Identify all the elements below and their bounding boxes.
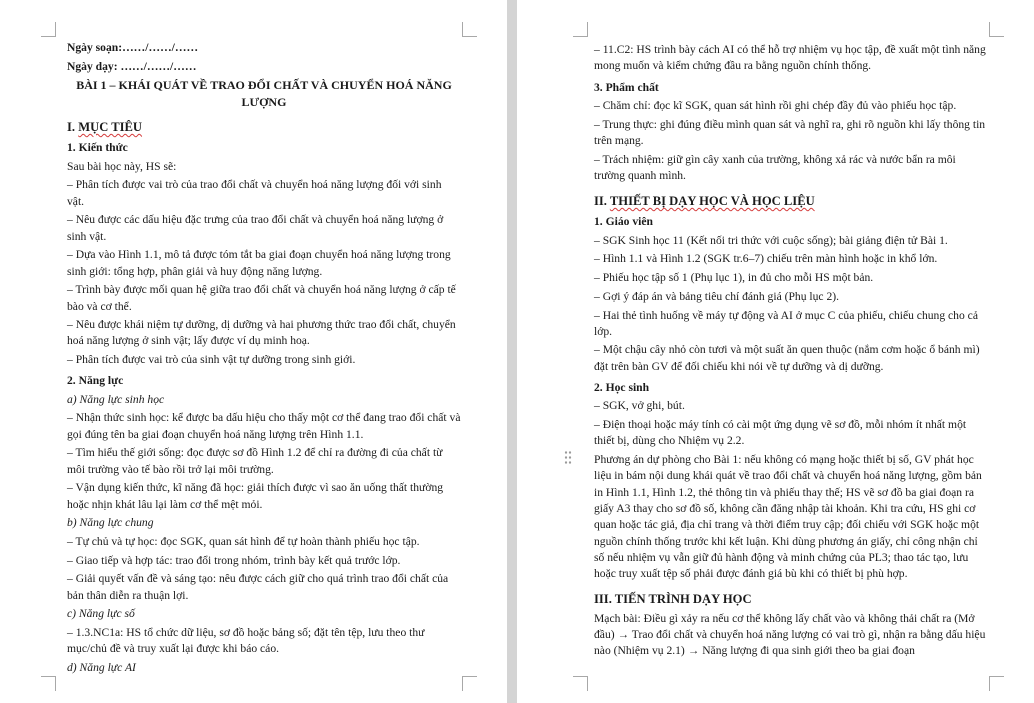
crop-mark	[573, 22, 588, 37]
teacher-item[interactable]: – Một chậu cây nhỏ còn tươi và một suất ăn quen thuộc (nắm cơm hoặc ổ bánh mì) đặt trên bàn GV để đối chiếu khi nói về tự dưỡng và dị dưỡng.	[594, 343, 980, 373]
knowledge-item[interactable]: – Nêu được khái niệm tự dưỡng, dị dưỡng và hai phương thức trao đổi chất, chuyển hoá năng lượng ở sinh vật; lấy được ví dụ minh hoạ.	[67, 318, 456, 348]
qualities-heading[interactable]: 3. Phẩm chất	[594, 80, 659, 94]
left-page-content[interactable]	[67, 40, 461, 679]
backup-plan-paragraph[interactable]: Phương án dự phòng cho Bài 1: nếu không có mạng hoặc thiết bị số, GV phát học liệu in bám nội dung khái quát về trao đổi chất và chuyển hoá năng lượng, gồm bản in Hình 1.1, Hình 1.2, thẻ thông tin và phiếu thay thế; HS vẽ sơ đồ ba giai đoạn ra giấy A3 thay cho sơ đồ số, không cần đăng nhập tài khoản. Khi tra cứu, HS ghi cơ quan hoặc tác giả, địa chỉ trang và thời điểm truy cập; đối chiếu với SGK hoặc một nguồn chính thống trước khi kết luận. Khi dùng phương án giấy, chỉ công nhận chỉ số nếu nhiệm vụ vẫn giữ đủ hành động và minh chứng của PL3; thao tác tạo, lưu hoặc truy xuất tệp số phải được đánh giá bù khi có thiết bị phù hợp.	[594, 453, 982, 581]
section-title: THIẾT BỊ DẠY HỌC VÀ HỌC LIỆU	[609, 194, 815, 209]
lesson-title[interactable]: BÀI 1 – KHÁI QUÁT VỀ TRAO ĐỔI CHẤT VÀ CHUYỂN HOÁ NĂNG LƯỢNG	[76, 78, 452, 109]
crop-mark	[989, 22, 1004, 37]
right-page	[517, 0, 1034, 703]
quality-item[interactable]: – Trung thực: ghi đúng điều mình quan sát và nghĩ ra, ghi rõ nguồn khi lấy thông tin trên mạng.	[594, 117, 986, 147]
bio-competency-heading[interactable]: a) Năng lực sinh học	[67, 392, 165, 406]
student-heading[interactable]: 2. Học sinh	[594, 381, 650, 395]
knowledge-item[interactable]: – Dựa vào Hình 1.1, mô tả được tóm tắt ba giai đoạn chuyển hoá năng lượng trong sinh giới: tổng hợp, phân giải và huy động năng lượng.	[67, 248, 451, 278]
bio-competency-item[interactable]: – Nhận thức sinh học: kể được ba dấu hiệu cho thấy một cơ thể đang trao đổi chất và gọi đúng tên ba giai đoạn chuyển hoá năng lượng trên Hình 1.1.	[67, 411, 461, 441]
teacher-item[interactable]: – Hình 1.1 và Hình 1.2 (SGK tr.6–7) chiếu trên màn hình hoặc in khổ lớn.	[594, 252, 938, 266]
knowledge-item[interactable]: – Nêu được các dấu hiệu đặc trưng của trao đổi chất và chuyển hoá năng lượng ở sinh vật.	[67, 213, 444, 243]
page-gap	[507, 0, 517, 703]
crop-mark	[989, 676, 1004, 691]
bio-competency-item[interactable]: – Vận dụng kiến thức, kĩ năng đã học: giải thích được vì sao ăn uống thất thường hoặc nhịn khát lâu lại làm cơ thể mệt mỏi.	[67, 481, 444, 511]
crop-mark	[573, 676, 588, 691]
ai-competency-heading[interactable]: d) Năng lực AI	[67, 661, 136, 675]
crop-mark	[41, 676, 56, 691]
section-number: I.	[67, 119, 76, 134]
crop-mark	[462, 22, 477, 37]
knowledge-item[interactable]: – Phân tích được vai trò của trao đổi chất và chuyển hoá năng lượng đối với sinh vật.	[67, 178, 442, 208]
general-competency-heading[interactable]: b) Năng lực chung	[67, 516, 154, 530]
crop-mark	[41, 22, 56, 37]
student-item[interactable]: – SGK, vở ghi, bút.	[594, 399, 685, 413]
teach-date[interactable]: Ngày dạy: ……/……/……	[67, 59, 197, 73]
left-page	[0, 0, 507, 703]
teacher-item[interactable]: – Gợi ý đáp án và bảng tiêu chí đánh giá (Phụ lục 2).	[594, 289, 840, 303]
section-objectives-heading[interactable]	[67, 119, 461, 135]
digital-competency-item[interactable]: – 1.3.NC1a: HS tổ chức dữ liệu, sơ đồ hoặc bảng số; đặt tên tệp, lưu theo thư mục/chủ đề và truy xuất lại được khi báo cáo.	[67, 626, 425, 656]
knowledge-item[interactable]: – Phân tích được vai trò của sinh vật tự dưỡng trong sinh giới.	[67, 353, 356, 367]
teacher-item[interactable]: – Phiếu học tập số 1 (Phụ lục 1), in đủ cho mỗi HS một bản.	[594, 271, 874, 285]
knowledge-heading[interactable]: 1. Kiến thức	[67, 141, 128, 155]
section-process-heading[interactable]: III. TIẾN TRÌNH DẠY HỌC	[594, 592, 752, 607]
lesson-flow-paragraph[interactable]: Mạch bài: Điều gì xảy ra nếu cơ thể không lấy chất vào và không thải chất ra (Mở đầu) → Trao đổi chất và chuyển hoá năng lượng có vai trò gì, nhận ra bằng dấu hiệu nào (Nhiệm vụ 2.1) → Năng lượng đi qua sinh giới theo ba giai đoạn	[594, 611, 986, 658]
general-competency-item[interactable]: – Tự chủ và tự học: đọc SGK, quan sát hình để tự hoàn thành phiếu học tập.	[67, 535, 420, 549]
drag-handle-icon[interactable]	[564, 450, 572, 464]
general-competency-item[interactable]: – Giao tiếp và hợp tác: trao đổi trong nhóm, trình bày kết quả trước lớp.	[67, 553, 401, 567]
prep-date[interactable]: Ngày soạn:……/……/……	[67, 41, 199, 54]
student-item[interactable]: – Điện thoại hoặc máy tính có cài một ứng dụng vẽ sơ đồ, mỗi nhóm ít nhất một thiết bị, dùng cho Nhiệm vụ 2.2.	[594, 418, 967, 448]
teacher-item[interactable]: – Hai thẻ tình huống về máy tự động và AI ở mục C của phiếu, chiếu chung cho cả lớp.	[594, 308, 978, 338]
teacher-heading[interactable]: 1. Giáo viên	[594, 215, 653, 229]
right-page-content[interactable]	[594, 42, 988, 662]
quality-item[interactable]: – Trách nhiệm: giữ gìn cây xanh của trường, không xả rác và nước bẩn ra môi trường quanh mình.	[594, 152, 956, 182]
crop-mark	[462, 676, 477, 691]
bio-competency-item[interactable]: – Tìm hiểu thế giới sống: đọc được sơ đồ Hình 1.2 để chỉ ra đường đi của chất từ môi trường vào tế bào rồi trở lại môi trường.	[67, 446, 443, 476]
teacher-item[interactable]: – SGK Sinh học 11 (Kết nối tri thức với cuộc sống); bài giảng điện tử Bài 1.	[594, 233, 948, 247]
section-equipment-heading[interactable]	[594, 193, 988, 209]
general-competency-item[interactable]: – Giải quyết vấn đề và sáng tạo: nêu được cách giữ cho quá trình trao đổi chất của bản thân diễn ra thuận lợi.	[67, 572, 449, 602]
quality-item[interactable]: – Chăm chỉ: đọc kĩ SGK, quan sát hình rồi ghi chép đầy đủ vào phiếu học tập.	[594, 98, 957, 112]
intro-text[interactable]: Sau bài học này, HS sẽ:	[67, 159, 177, 173]
digital-competency-heading[interactable]: c) Năng lực số	[67, 607, 135, 621]
knowledge-item[interactable]: – Trình bày được mối quan hệ giữa trao đổi chất và chuyển hoá năng lượng ở cấp tế bào và cơ thể.	[67, 283, 456, 313]
section-number: II.	[594, 194, 607, 209]
competency-heading[interactable]: 2. Năng lực	[67, 374, 124, 388]
section-title: MỤC TIÊU	[78, 119, 143, 134]
ai-competency-item[interactable]: – 11.C2: HS trình bày cách AI có thể hỗ trợ nhiệm vụ học tập, đề xuất một tình năng mong muốn và kiểm chứng đầu ra bằng nguồn chính thống.	[594, 43, 986, 73]
